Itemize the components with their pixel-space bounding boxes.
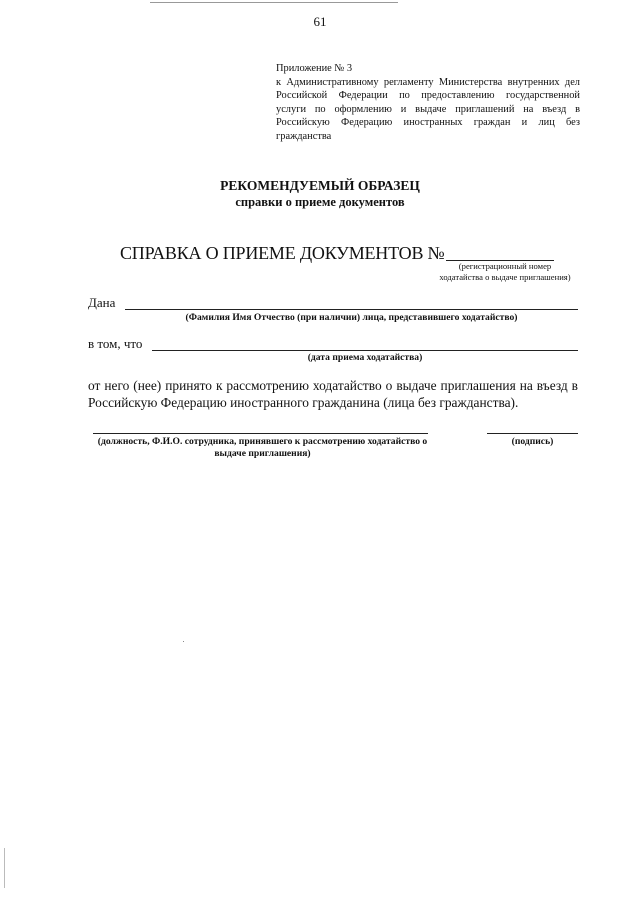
signature-line [487,433,578,434]
appendix-line: Российской Федерации по предоставлению государственной [276,90,580,102]
appendix-line: к Административному регламенту Министерства внутренних дел [276,76,580,88]
body-paragraph [88,377,578,411]
appendix-line: Приложение № 3 [276,63,353,74]
certificate-title: СПРАВКА О ПРИЕМЕ ДОКУМЕНТОВ № [120,243,445,263]
page-number: 61 [313,14,327,29]
body-line: от него (нее) принято к рассмотрению ходатайство о выдаче приглашения на въезд в [88,378,578,393]
caption-line: (регистрационный номер [458,261,552,271]
appendix-line: гражданства [276,130,332,142]
issued-to-label: Дана [88,295,116,310]
date-caption: (дата приема ходатайства) [307,352,423,363]
appendix-note [276,62,580,144]
date-label: в том, что [88,336,143,351]
top-edge-rule [150,2,398,3]
scan-speck [183,641,184,642]
caption-line: ходатайства о выдаче приглашения) [439,272,571,282]
appendix-line: Российскую Федерацию иностранных граждан и лиц без [276,117,580,129]
appendix-line: услуги по оформлению и выдаче приглашений на въезд в [276,103,580,115]
official-caption [90,436,435,460]
body-line: Российскую Федерацию иностранного гражданина (лица без гражданства). [88,395,519,411]
caption-line: выдаче приглашения) [214,447,311,459]
issued-to-line [125,309,578,310]
registration-number-caption [420,261,590,283]
signature-caption: (подпись) [511,436,554,447]
sample-subheading: справки о приеме документов [235,195,405,209]
sample-heading: РЕКОМЕНДУЕМЫЙ ОБРАЗЕЦ [220,178,420,193]
official-signature-line [93,433,428,434]
issued-to-caption: (Фамилия Имя Отчество (при наличии) лица, представившего ходатайство) [185,312,518,323]
caption-line: (должность, Ф.И.О. сотрудника, принявшего к рассмотрению ходатайство о [97,436,428,447]
date-line [152,350,578,351]
scan-edge-mark [4,848,5,888]
